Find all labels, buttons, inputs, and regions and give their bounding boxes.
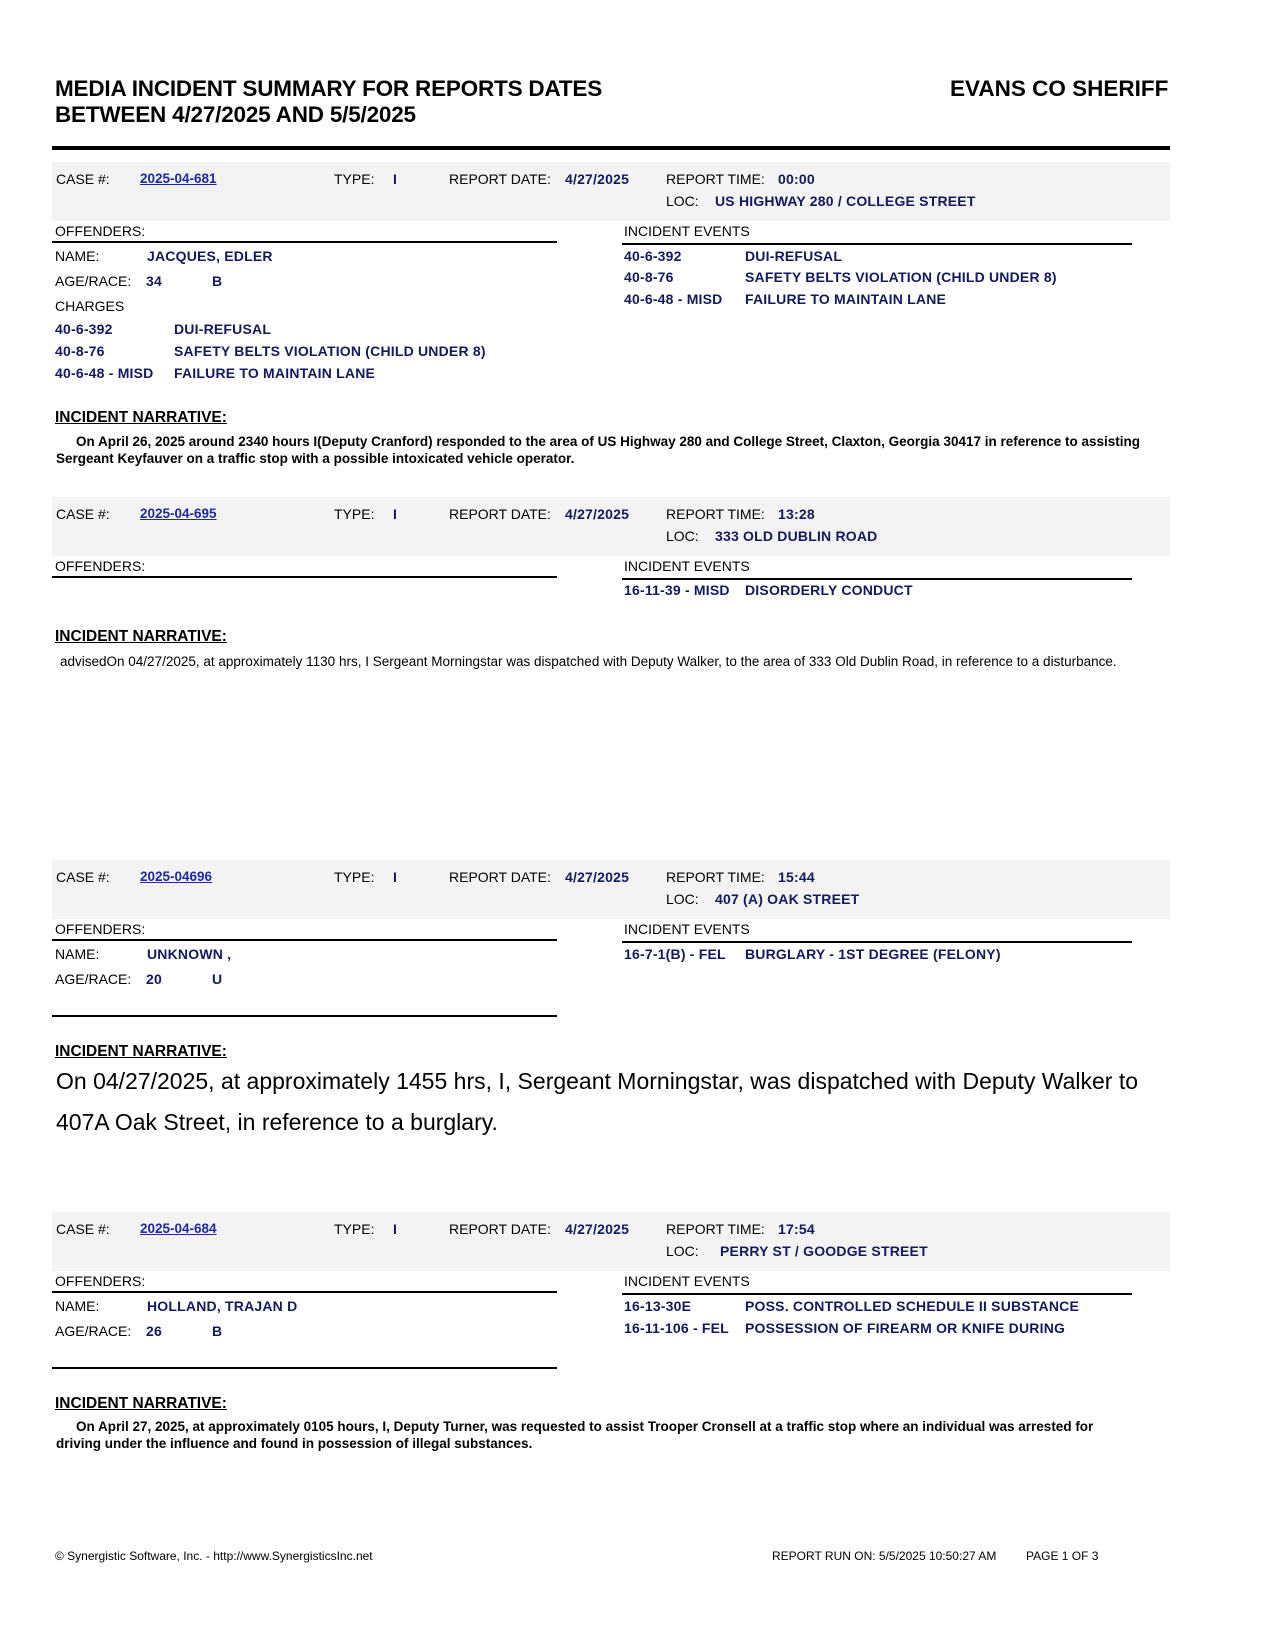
location-label: LOC: <box>666 891 699 907</box>
offender-name-label: NAME: <box>55 248 100 264</box>
type-label: TYPE: <box>334 171 375 187</box>
case-number-link[interactable]: 2025-04-681 <box>140 171 217 186</box>
header-divider <box>52 146 1170 150</box>
report-time-value: 13:28 <box>778 506 815 522</box>
event-code: 40-8-76 <box>624 269 674 285</box>
offender-age-value: 20 <box>146 971 162 987</box>
case-number-label: CASE #: <box>56 506 110 522</box>
incident-events-label: INCIDENT EVENTS <box>624 223 750 239</box>
narrative-text: On 04/27/2025, at approximately 1455 hrs, I, Sergeant Morningstar, was dispatched with Deputy Walker to 407A Oak Street, in reference to a burglary. <box>56 1068 1139 1135</box>
narrative-heading: INCIDENT NARRATIVE: <box>55 1395 227 1412</box>
narrative-heading: INCIDENT NARRATIVE: <box>55 1043 227 1060</box>
report-date-label: REPORT DATE: <box>449 869 551 885</box>
report-time-value: 17:54 <box>778 1221 815 1237</box>
report-time-value: 15:44 <box>778 869 815 885</box>
offender-race-value: B <box>212 1323 223 1339</box>
event-description: POSSESSION OF FIREARM OR KNIFE DURING <box>745 1320 1066 1336</box>
charge-code: 40-6-48 - MISD <box>55 365 154 381</box>
report-date-value: 4/27/2025 <box>565 1221 630 1237</box>
location-label: LOC: <box>666 528 699 544</box>
charge-description: FAILURE TO MAINTAIN LANE <box>174 365 376 381</box>
offenders-end-rule <box>52 1015 557 1017</box>
offenders-label: OFFENDERS: <box>55 223 146 239</box>
event-description: FAILURE TO MAINTAIN LANE <box>745 291 947 307</box>
report-date-label: REPORT DATE: <box>449 506 551 522</box>
event-description: DISORDERLY CONDUCT <box>745 582 913 598</box>
event-description: BURGLARY - 1ST DEGREE (FELONY) <box>745 946 1001 962</box>
report-title-line2: BETWEEN 4/27/2025 AND 5/5/2025 <box>55 102 416 127</box>
event-code: 16-11-106 - FEL <box>624 1320 729 1336</box>
offenders-label: OFFENDERS: <box>55 1273 146 1289</box>
offender-name-value: UNKNOWN , <box>147 946 232 962</box>
charges-label: CHARGES <box>55 298 125 314</box>
case-number-link[interactable]: 2025-04696 <box>140 869 213 884</box>
location-label: LOC: <box>666 1243 699 1259</box>
type-value: I <box>393 869 398 885</box>
event-description: DUI-REFUSAL <box>745 248 843 264</box>
event-code: 40-6-48 - MISD <box>624 291 723 307</box>
offender-name-value: JACQUES, EDLER <box>147 248 273 264</box>
offenders-label: OFFENDERS: <box>55 558 146 574</box>
narrative-text: On April 27, 2025, at approximately 0105 hours, I, Deputy Turner, was requested to assist Trooper Cronsell at a traffic stop where an individual was arrested for driving under the influence and found in possession of illegal substances. <box>56 1419 1094 1451</box>
type-value: I <box>393 171 398 187</box>
type-label: TYPE: <box>334 869 375 885</box>
offender-age-race-label: AGE/RACE: <box>55 273 132 289</box>
charge-description: SAFETY BELTS VIOLATION (CHILD UNDER 8) <box>174 343 486 359</box>
offender-name-label: NAME: <box>55 1298 100 1314</box>
incident-events-underline <box>622 243 1132 245</box>
event-code: 40-6-392 <box>624 248 682 264</box>
offender-age-race-label: AGE/RACE: <box>55 1323 132 1339</box>
agency-name: EVANS CO SHERIFF <box>950 76 1169 101</box>
footer-page-number: PAGE 1 OF 3 <box>1026 1549 1099 1563</box>
offender-age-value: 34 <box>146 273 162 289</box>
incident-events-label: INCIDENT EVENTS <box>624 921 750 937</box>
charge-code: 40-6-392 <box>55 321 113 337</box>
report-time-label: REPORT TIME: <box>666 869 765 885</box>
case-number-link[interactable]: 2025-04-695 <box>140 506 217 521</box>
offender-age-value: 26 <box>146 1323 162 1339</box>
offender-name-value: HOLLAND, TRAJAN D <box>147 1298 298 1314</box>
offenders-underline <box>52 1291 557 1293</box>
event-code: 16-11-39 - MISD <box>624 582 730 598</box>
charge-code: 40-8-76 <box>55 343 105 359</box>
footer-copyright: © Synergistic Software, Inc. - http://www.SynergisticsInc.net <box>55 1549 373 1563</box>
incident-events-underline <box>622 1293 1132 1295</box>
incident-events-label: INCIDENT EVENTS <box>624 1273 750 1289</box>
type-value: I <box>393 506 398 522</box>
event-description: POSS. CONTROLLED SCHEDULE II SUBSTANCE <box>745 1298 1080 1314</box>
report-time-label: REPORT TIME: <box>666 171 765 187</box>
report-date-value: 4/27/2025 <box>565 171 630 187</box>
report-title-line1: MEDIA INCIDENT SUMMARY FOR REPORTS DATES <box>55 76 603 101</box>
offenders-end-rule <box>52 1367 557 1369</box>
report-time-value: 00:00 <box>778 171 815 187</box>
offender-name-label: NAME: <box>55 946 100 962</box>
offenders-underline <box>52 939 557 941</box>
incident-events-underline <box>622 578 1132 580</box>
narrative-heading: INCIDENT NARRATIVE: <box>55 628 227 645</box>
report-date-value: 4/27/2025 <box>565 869 630 885</box>
type-value: I <box>393 1221 398 1237</box>
report-time-label: REPORT TIME: <box>666 1221 765 1237</box>
type-label: TYPE: <box>334 506 375 522</box>
offender-age-race-label: AGE/RACE: <box>55 971 132 987</box>
offenders-label: OFFENDERS: <box>55 921 146 937</box>
offenders-underline <box>52 241 557 243</box>
offenders-underline <box>52 576 557 578</box>
location-value: 333 OLD DUBLIN ROAD <box>715 528 878 544</box>
report-time-label: REPORT TIME: <box>666 506 765 522</box>
case-number-label: CASE #: <box>56 869 110 885</box>
case-number-label: CASE #: <box>56 171 110 187</box>
location-label: LOC: <box>666 193 699 209</box>
event-description: SAFETY BELTS VIOLATION (CHILD UNDER 8) <box>745 269 1057 285</box>
incident-events-label: INCIDENT EVENTS <box>624 558 750 574</box>
case-number-label: CASE #: <box>56 1221 110 1237</box>
narrative-heading: INCIDENT NARRATIVE: <box>55 409 227 426</box>
event-code: 16-7-1(B) - FEL <box>624 946 726 962</box>
type-label: TYPE: <box>334 1221 375 1237</box>
offender-race-value: U <box>212 971 223 987</box>
narrative-text: advisedOn 04/27/2025, at approximately 1130 hrs, I Sergeant Morningstar was dispatched with Deputy Walker, to the area of 333 Old Dublin Road, in reference to a disturbance. <box>60 654 1117 669</box>
offender-race-value: B <box>212 273 223 289</box>
report-title <box>55 76 602 128</box>
case-number-link[interactable]: 2025-04-684 <box>140 1221 217 1236</box>
report-date-value: 4/27/2025 <box>565 506 630 522</box>
charge-description: DUI-REFUSAL <box>174 321 272 337</box>
report-date-label: REPORT DATE: <box>449 171 551 187</box>
narrative-text: On April 26, 2025 around 2340 hours I(Deputy Cranford) responded to the area of US Highway 280 and College Street, Claxton, Georgia 30417 in reference to assisting Sergeant Keyfauver on a traffic stop with a possible intoxicated vehicle operator. <box>56 434 1141 466</box>
location-value: 407 (A) OAK STREET <box>715 891 860 907</box>
event-code: 16-13-30E <box>624 1298 692 1314</box>
footer-report-run: REPORT RUN ON: 5/5/2025 10:50:27 AM <box>772 1549 997 1563</box>
location-value: PERRY ST / GOODGE STREET <box>720 1243 928 1259</box>
incident-events-underline <box>622 941 1132 943</box>
location-value: US HIGHWAY 280 / COLLEGE STREET <box>715 193 976 209</box>
report-date-label: REPORT DATE: <box>449 1221 551 1237</box>
